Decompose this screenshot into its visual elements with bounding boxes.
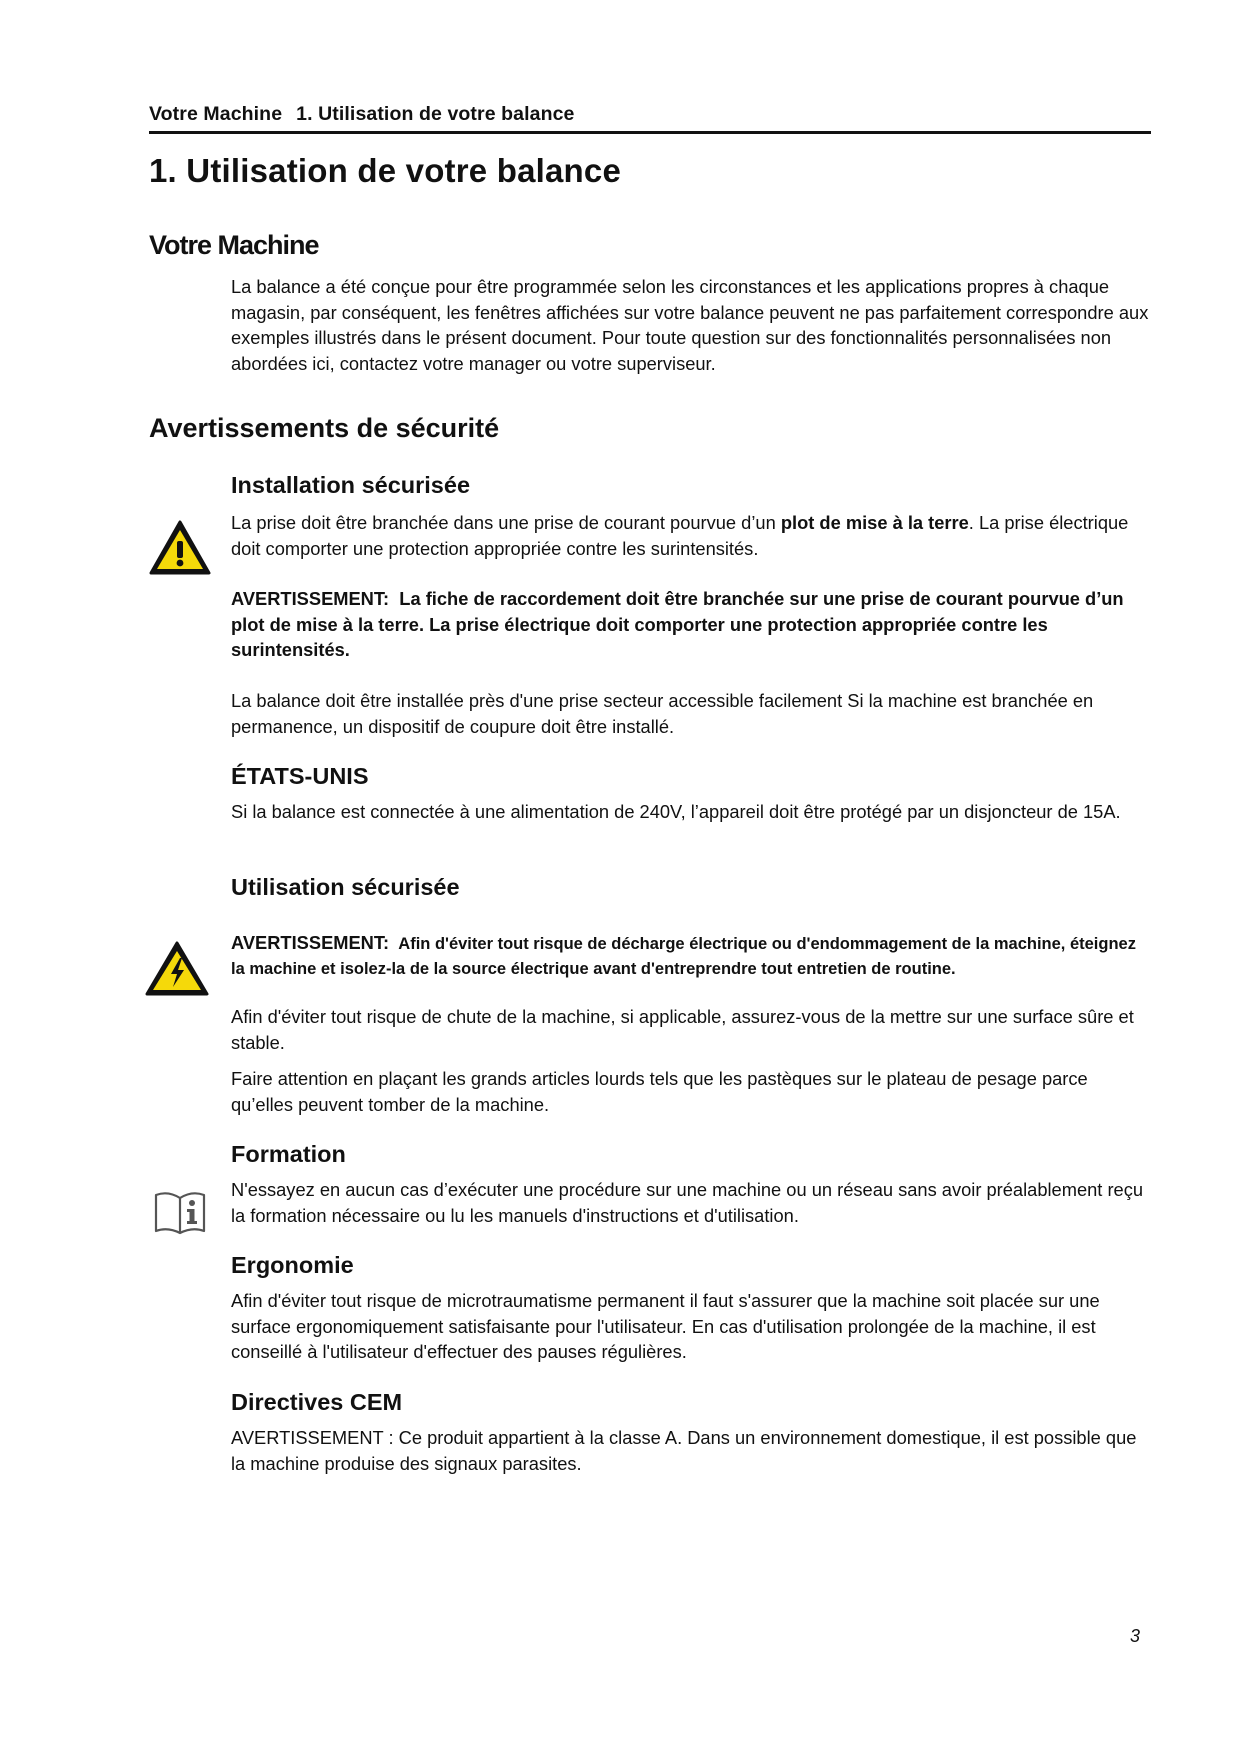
subheading-ergonomics: Ergonomie <box>231 1252 354 1278</box>
running-header <box>149 103 575 126</box>
subheading-installation: Installation sécurisée <box>231 472 471 498</box>
usa-paragraph: Si la balance est connectée à une alimentation de 240V, l’appareil doit être protégé par un disjoncteur de 15A. <box>231 801 1121 822</box>
ergonomics-paragraph: Afin d'éviter tout risque de microtraumatisme permanent il faut s'assurer que la machine soit placée sur une surface ergonomiquement satisfaisante pour l'utilisateur. En cas d'utilisation prolongée de la machine, il est conseillé à l'utilisateur d'effectuer des pauses régulières. <box>231 1290 1100 1362</box>
installation-paragraph-1: La prise doit être branchée dans une prise de courant pourvue d’un plot de mise à la terre. La prise électrique doit comporter une protection appropriée contre les surintensités. <box>231 512 1129 559</box>
usage-paragraph-2: Faire attention en plaçant les grands articles lourds tels que les pastèques sur le plateau de pesage parce qu’elles peuvent tomber de la machine. <box>231 1068 1088 1115</box>
usage-paragraph-1: Afin d'éviter tout risque de chute de la machine, si applicable, assurez-vous de la mettre sur une surface sûre et stable. <box>231 1006 1134 1053</box>
subheading-usa: ÉTATS-UNIS <box>231 763 369 789</box>
subheading-training: Formation <box>231 1141 346 1167</box>
training-paragraph: N'essayez en aucun cas d’exécuter une procédure sur une machine ou un réseau sans avoir préalablement reçu la formation nécessaire ou lu les manuels d'instructions et d'utilisation. <box>231 1179 1144 1226</box>
subheading-usage: Utilisation sécurisée <box>231 874 460 900</box>
page-number: 3 <box>1130 1626 1141 1646</box>
subheading-emc: Directives CEM <box>231 1389 403 1415</box>
page-title: 1. Utilisation de votre balance <box>149 152 622 189</box>
section-heading-safety: Avertissements de sécurité <box>149 413 500 443</box>
manual-info-icon <box>152 1189 208 1235</box>
header-rule <box>149 131 1151 134</box>
machine-paragraph: La balance a été conçue pour être programmée selon les circonstances et les applications propres à chaque magasin, par conséquent, les fenêtres affichées sur votre balance peuvent ne pas parfaitement correspondre aux exemples illustrés dans le présent document. Pour toute question sur des fonctionnalités personnalisées non abordées ici, contactez votre manager ou votre superviseur. <box>231 276 1149 374</box>
installation-paragraph-2: La balance doit être installée près d'une prise secteur accessible facilement Si la machine est branchée en permanence, un dispositif de coupure doit être installé. <box>231 690 1094 737</box>
section-heading-machine: Votre Machine <box>149 230 319 260</box>
installation-warning: AVERTISSEMENT: La fiche de raccordement doit être branchée sur une prise de courant pourvue d’un plot de mise à la terre. La prise électrique doit comporter une protection appropriée contre les surintensités. <box>231 588 1124 660</box>
emc-paragraph: AVERTISSEMENT : Ce produit appartient à la classe A. Dans un environnement domestique, il est possible que la machine produise des signaux parasites. <box>231 1427 1137 1474</box>
electric-hazard-icon <box>144 940 210 998</box>
usage-warning: AVERTISSEMENT: Afin d'éviter tout risque de décharge électrique ou d'endommagement de la machine, éteignez la machine et isolez-la de la source électrique avant d'entreprendre tout entretien de routine. <box>231 932 1136 978</box>
running-header-right: 1. Utilisation de votre balance <box>296 103 575 125</box>
warning-triangle-icon <box>148 519 212 577</box>
running-header-left: Votre Machine <box>149 103 283 125</box>
